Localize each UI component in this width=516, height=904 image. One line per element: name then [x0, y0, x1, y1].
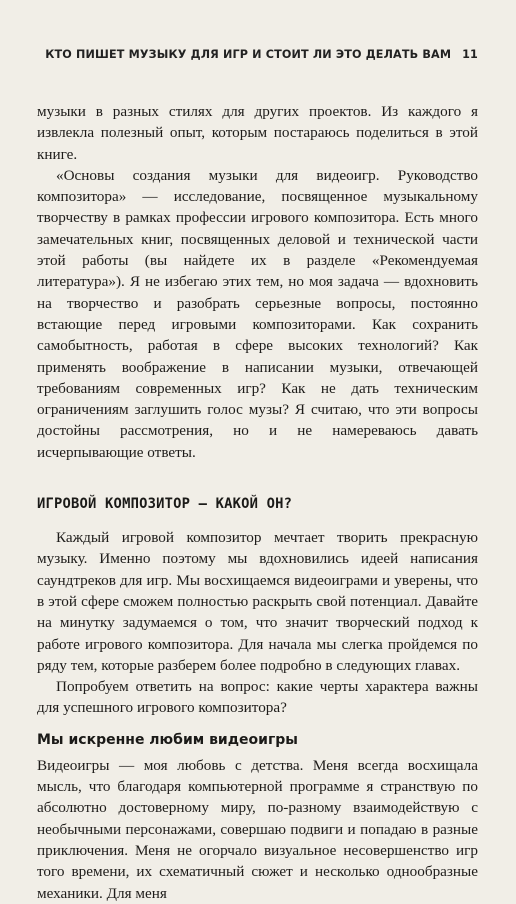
page-number: 11: [462, 48, 478, 61]
paragraph: Попробуем ответить на вопрос: какие черты характера важны для успешного игрового композитора?: [37, 678, 478, 717]
paragraph: Каждый игровой композитор мечтает творить прекрасную музыку. Именно поэтому мы вдохновились идеей написания саундтреков для игр. Мы восхищаемся видеоиграми и уверены, что в этой сфере сможем полностью раскрыть свой потенциал. Давайте на минутку задумаемся о том, что значит творческий подход к работе игрового композитора. Для начала мы слегка пройдемся по ряду тем, которые разберем более подробно в следующих главах.: [37, 529, 478, 674]
paragraph: Видеоигры — моя любовь с детства. Меня всегда восхищала мысль, что благодаря компьютерной программе я странствую по абсолютно достоверному миру, по-разному взаимодействую с необычными персонажами, совершаю подвиги и попадаю в разные приключения. Меня не огорчало визуальное несовершенство игр того времени, их схематичный сюжет и несколько однообразные механики. Для меня: [37, 756, 478, 902]
page-body: [37, 101, 478, 904]
running-title: КТО ПИШЕТ МУЗЫКУ ДЛЯ ИГР И СТОИТ ЛИ ЭТО ДЕЛАТЬ ВАМ: [45, 48, 452, 61]
paragraph: музыки в разных стилях для других проектов. Из каждого я извлекла полезный опыт, которым постараюсь поделиться в этой книге.: [37, 103, 478, 163]
paragraph: «Основы создания музыки для видеоигр. Руководство композитора» — исследование, посвященное музыкальному творчеству в рамках профессии игрового композитора. Есть много замечательных книг, посвященных деловой и технической части этой работы (вы найдете их в разделе «Рекомендуемая литература»). Я не избегаю этих тем, но моя задача — вдохновить на творчество и разобрать серьезные вопросы, постоянно встающие перед игровыми композиторами. Как сохранить самобытность, работая в сфере высоких технологий? Как применять воображение в написании музыки, отвечающей требованиям современных игр? Как не дать техническим ограничениям заглушить голос музы? Я считаю, что эти вопросы достойны рассмотрения, но и не намереваюсь давать исчерпывающие ответы.: [37, 166, 478, 461]
section-heading: ИГРОВОЙ КОМПОЗИТОР – КАКОЙ ОН?: [37, 496, 293, 513]
subsection-heading: Мы искренне любим видеоигры: [37, 731, 298, 748]
running-header: [36, 48, 478, 61]
